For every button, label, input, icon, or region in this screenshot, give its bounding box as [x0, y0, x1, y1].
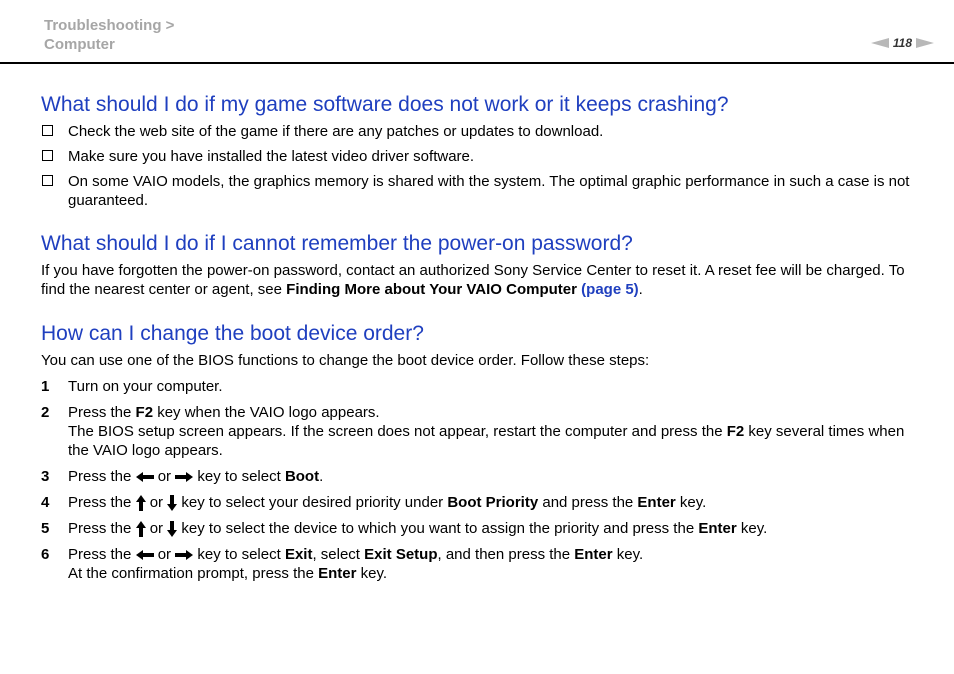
- step-text: and press the: [538, 494, 638, 511]
- step-item: [41, 545, 921, 583]
- step-text: key to select: [193, 546, 285, 563]
- down-arrow-key-icon: [167, 521, 177, 537]
- checkbox-bullet-icon: [42, 175, 53, 186]
- list-item-text: On some VAIO models, the graphics memory is shared with the system. The optimal graphic performance in such a case is not guaranteed.: [68, 173, 910, 209]
- breadcrumb-page[interactable]: Computer: [44, 36, 115, 53]
- step-number: 1: [41, 378, 50, 395]
- reference-title: Finding More about Your VAIO Computer: [286, 281, 577, 298]
- step-text: key.: [675, 494, 707, 511]
- step-text: Press the: [68, 546, 136, 563]
- step-text: Press the: [68, 494, 136, 511]
- step-item: [41, 467, 921, 486]
- step-text: or: [153, 546, 176, 563]
- key-name: F2: [135, 404, 154, 421]
- key-name: Enter: [637, 494, 676, 511]
- step-number: 5: [41, 520, 50, 537]
- step-text: key to select the device to which you want to assign the priority and press the: [177, 520, 699, 537]
- list-item: [41, 122, 921, 141]
- section-title-boot-order: How can I change the boot device order?: [41, 322, 424, 345]
- step-text: Press the: [68, 404, 136, 421]
- menu-name: Exit Setup: [364, 546, 438, 563]
- step-text: At the confirmation prompt, press the: [68, 565, 319, 582]
- step-item: [41, 403, 921, 460]
- menu-name: Boot: [284, 468, 320, 485]
- breadcrumb: [44, 16, 174, 54]
- key-name: Enter: [698, 520, 737, 537]
- section-title-game-crash: What should I do if my game software does not work or it keeps crashing?: [41, 93, 729, 116]
- step-text: Turn on your computer.: [68, 378, 223, 395]
- down-arrow-key-icon: [167, 495, 177, 511]
- step-number: 2: [41, 404, 50, 421]
- left-arrow-key-icon: [136, 550, 154, 560]
- step-text: or: [153, 468, 176, 485]
- step-text: or: [145, 494, 168, 511]
- step-item: [41, 519, 921, 538]
- step-text: The BIOS setup screen appears. If the screen does not appear, restart the computer and press the: [68, 423, 727, 440]
- left-arrow-key-icon: [136, 472, 154, 482]
- step-text: Press the: [68, 468, 136, 485]
- paragraph-end: .: [638, 281, 643, 298]
- step-text: key several times when the VAIO logo appears.: [68, 423, 905, 459]
- list-item: [41, 147, 921, 166]
- page-content: [41, 92, 921, 583]
- step-text: key when the VAIO logo appears.: [153, 404, 380, 421]
- previous-page-icon[interactable]: [871, 38, 889, 48]
- page-navigator: [871, 36, 934, 50]
- step-text: key to select: [193, 468, 285, 485]
- key-name: F2: [726, 423, 745, 440]
- step-number: 3: [41, 468, 50, 485]
- section-title-password: What should I do if I cannot remember the power-on password?: [41, 232, 633, 255]
- step-text: key to select your desired priority under: [177, 494, 448, 511]
- right-arrow-key-icon: [175, 472, 193, 482]
- key-name: Enter: [318, 565, 357, 582]
- list-item: [41, 172, 921, 210]
- page-number: 118: [892, 36, 912, 50]
- step-number: 6: [41, 546, 50, 563]
- step-item: [41, 377, 921, 396]
- up-arrow-key-icon: [136, 495, 146, 511]
- list-item-text: Make sure you have installed the latest video driver software.: [68, 148, 475, 165]
- next-page-icon[interactable]: [916, 38, 934, 48]
- right-arrow-key-icon: [175, 550, 193, 560]
- step-text: , and then press the: [437, 546, 575, 563]
- list-item-text: Check the web site of the game if there are any patches or updates to download.: [68, 123, 604, 140]
- paragraph-text: If you have forgotten the power-on password, contact an authorized Sony Service Center to reset it. A reset fee will be charged. To find the nearest center or agent, see: [41, 262, 905, 298]
- step-text: , select: [312, 546, 365, 563]
- step-text: key.: [612, 546, 644, 563]
- up-arrow-key-icon: [136, 521, 146, 537]
- step-text: Press the: [68, 520, 136, 537]
- key-name: Enter: [574, 546, 613, 563]
- step-text: key.: [736, 520, 768, 537]
- page-reference-link[interactable]: (page 5): [581, 281, 639, 298]
- boot-intro: You can use one of the BIOS functions to change the boot device order. Follow these steps:: [41, 352, 650, 369]
- menu-name: Exit: [284, 546, 313, 563]
- step-text: .: [319, 468, 324, 485]
- checkbox-bullet-icon: [42, 125, 53, 136]
- header-divider: [0, 62, 954, 64]
- breadcrumb-section[interactable]: Troubleshooting >: [44, 17, 175, 34]
- step-text: or: [145, 520, 168, 537]
- step-text: key.: [356, 565, 388, 582]
- checkbox-bullet-icon: [42, 150, 53, 161]
- step-number: 4: [41, 494, 50, 511]
- step-item: [41, 493, 921, 512]
- password-paragraph: [41, 261, 921, 299]
- menu-name: Boot Priority: [447, 494, 539, 511]
